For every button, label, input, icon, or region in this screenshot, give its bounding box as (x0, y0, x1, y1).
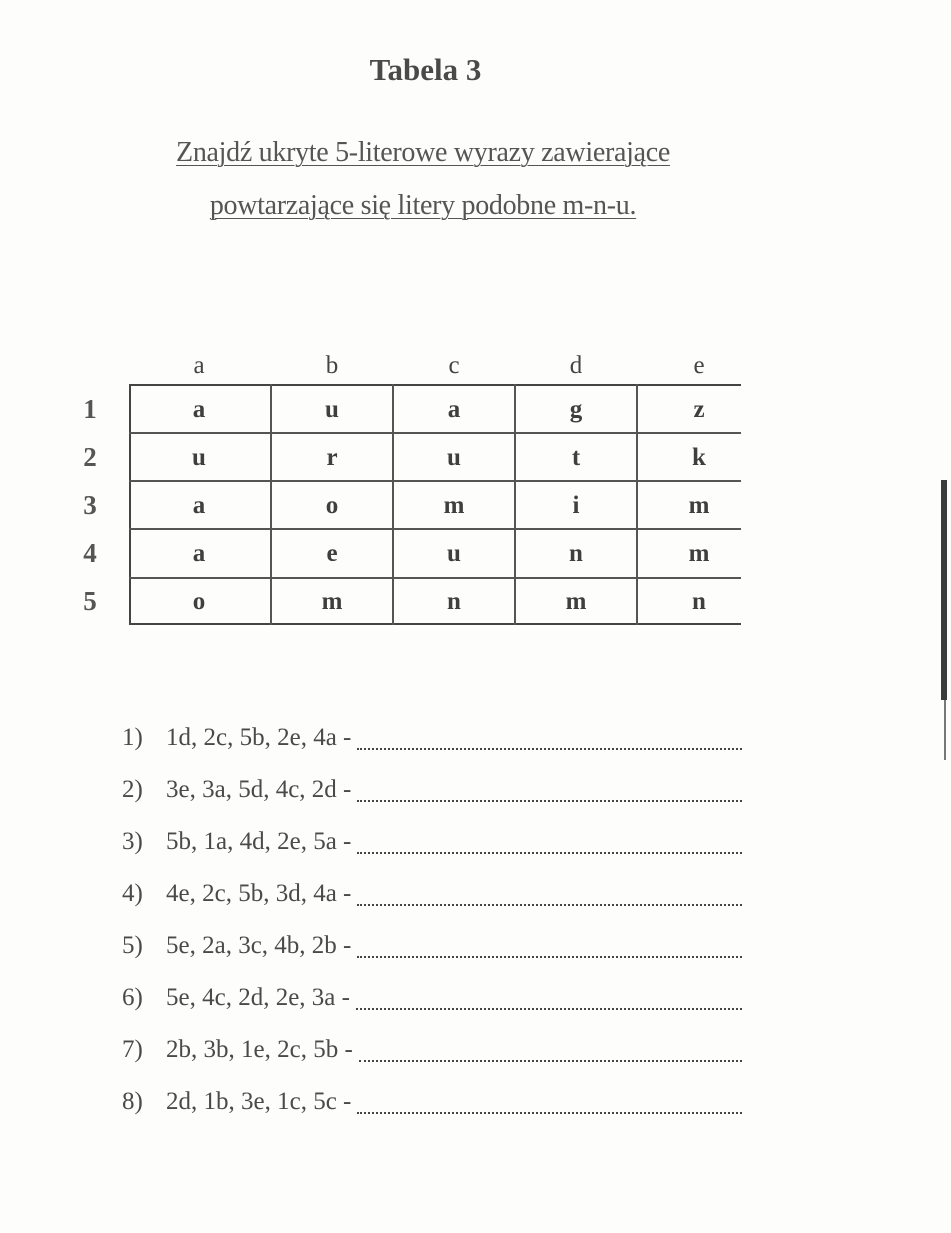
grid-cell-4a: a (192, 540, 206, 567)
exercise-number: 8) (122, 1088, 143, 1115)
exercise-coordinates: 2d, 1b, 3e, 1c, 5c - (166, 1088, 352, 1115)
exercise-item-5 (122, 932, 742, 966)
answer-line[interactable] (357, 1112, 742, 1114)
instruction-line-1: Znajdź ukryte 5-literowe wyrazy zawierające (176, 137, 670, 168)
grid-cell-3e: m (688, 492, 710, 519)
exercise-item-3 (122, 828, 742, 862)
exercise-number: 6) (122, 984, 143, 1011)
exercise-item-6 (122, 984, 742, 1018)
row-header-4: 4 (83, 538, 97, 568)
column-header-a: a (193, 352, 205, 379)
answer-line[interactable] (357, 956, 742, 958)
answer-line[interactable] (357, 904, 742, 906)
exercise-coordinates: 4e, 2c, 5b, 3d, 4a - (166, 880, 352, 907)
grid-cell-5b: m (321, 588, 343, 615)
column-header-b: b (325, 352, 339, 379)
exercise-coordinates: 2b, 3b, 1e, 2c, 5b - (166, 1036, 353, 1063)
grid-cell-1b: u (325, 396, 339, 423)
grid-cell-3b: o (325, 492, 339, 519)
exercise-coordinates: 5e, 4c, 2d, 2e, 3a - (166, 984, 350, 1011)
page-title: Tabela 3 (369, 52, 482, 87)
answer-line[interactable] (357, 800, 742, 802)
instruction-line-2: powtarzające się litery podobne m-n-u. (209, 190, 637, 221)
exercise-item-2 (122, 776, 742, 810)
column-header-e: e (693, 352, 705, 379)
grid-cell-1e: z (693, 396, 705, 423)
grid-cell-4c: u (447, 540, 461, 567)
grid-cell-5a: o (192, 588, 206, 615)
grid-cell-5e: n (692, 588, 706, 615)
exercise-coordinates: 5e, 2a, 3c, 4b, 2b - (166, 932, 352, 959)
exercise-coordinates: 3e, 3a, 5d, 4c, 2d - (166, 776, 352, 803)
grid-cell-4b: e (326, 540, 338, 567)
exercise-item-1 (122, 724, 742, 758)
grid-cell-2b: r (326, 444, 338, 471)
exercise-number: 5) (122, 932, 143, 959)
grid-cell-1c: a (447, 396, 461, 423)
grid-cell-2c: u (447, 444, 461, 471)
exercise-item-8 (122, 1088, 742, 1122)
grid-cell-3c: m (443, 492, 465, 519)
answer-line[interactable] (357, 748, 742, 750)
grid-cell-5d: m (565, 588, 587, 615)
row-header-1: 1 (83, 394, 97, 424)
exercise-number: 4) (122, 880, 143, 907)
row-header-3: 3 (83, 490, 97, 520)
grid-cell-5c: n (447, 588, 461, 615)
grid-cell-3d: i (572, 492, 580, 519)
exercise-coordinates: 1d, 2c, 5b, 2e, 4a - (166, 724, 352, 751)
column-header-c: c (448, 352, 460, 379)
grid-cell-1d: g (569, 396, 583, 423)
answer-line[interactable] (357, 852, 742, 854)
grid-cell-2d: t (571, 444, 581, 471)
exercise-number: 2) (122, 776, 143, 803)
answer-line[interactable] (359, 1060, 742, 1062)
scan-edge-shadow (944, 700, 946, 760)
row-header-2: 2 (83, 442, 97, 472)
scan-edge-shadow (941, 480, 947, 700)
exercise-coordinates: 5b, 1a, 4d, 2e, 5a - (166, 828, 352, 855)
grid-cell-1a: a (192, 396, 206, 423)
grid-cell-3a: a (192, 492, 206, 519)
grid-cell-2a: u (192, 444, 206, 471)
column-header-d: d (569, 352, 583, 379)
exercise-number: 1) (122, 724, 143, 751)
exercise-item-4 (122, 880, 742, 914)
grid-cell-2e: k (692, 444, 706, 471)
exercise-item-7 (122, 1036, 742, 1070)
grid-cell-4e: m (688, 540, 710, 567)
answer-line[interactable] (356, 1008, 742, 1010)
exercise-number: 3) (122, 828, 143, 855)
row-header-5: 5 (83, 586, 97, 616)
grid-cell-4d: n (569, 540, 583, 567)
exercise-number: 7) (122, 1036, 143, 1063)
